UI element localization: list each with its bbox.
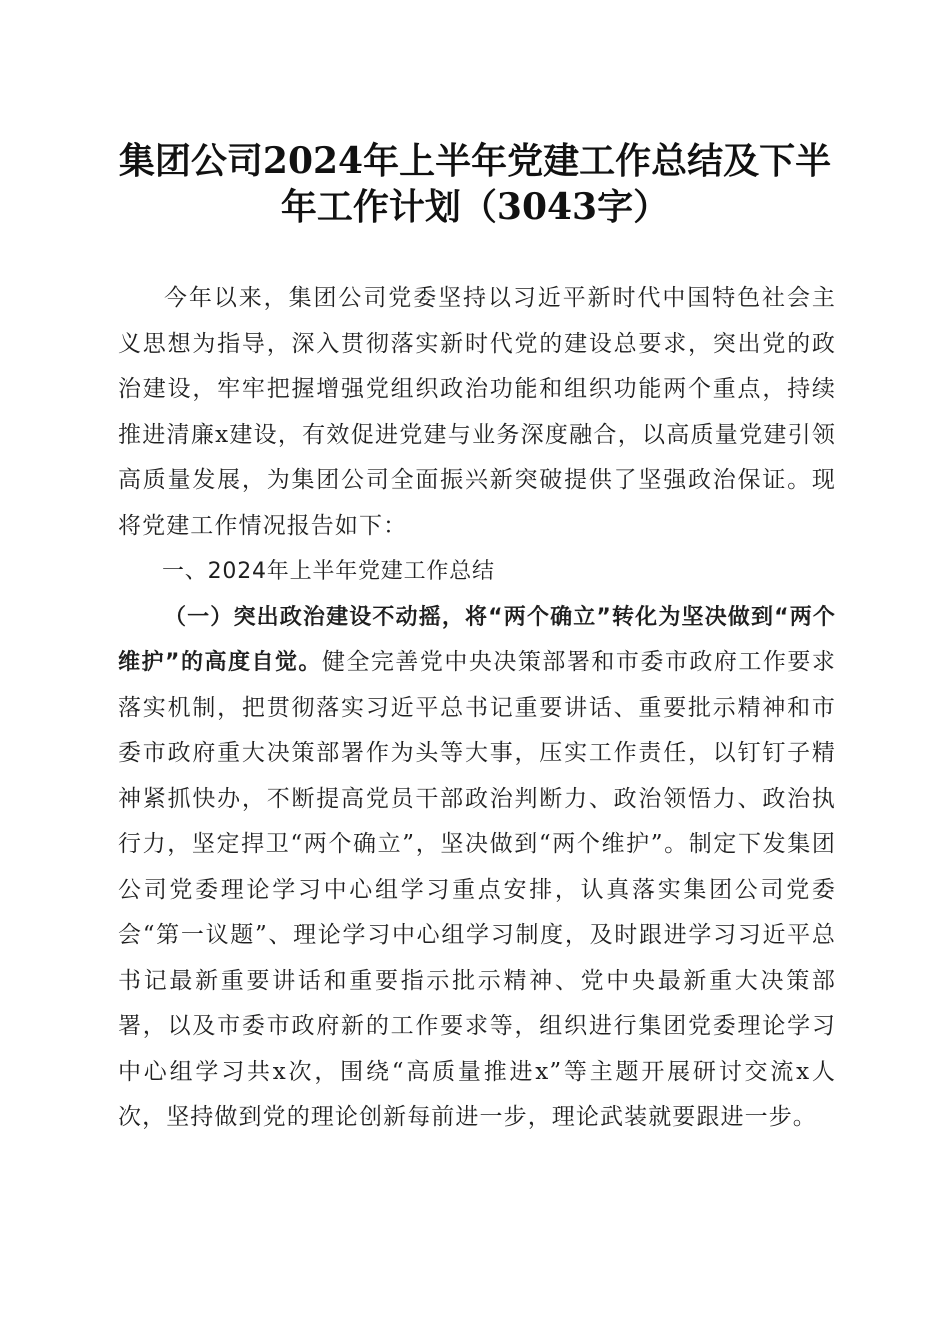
section-heading-1: 一、2024年上半年党建工作总结 [162, 559, 495, 584]
document-title [110, 138, 840, 230]
title-line-2: 年工作计划（3043字） [280, 186, 670, 228]
title-line-1: 集团公司2024年上半年党建工作总结及下半 [118, 140, 832, 182]
subsection-heading-1: （一）突出政治建设不动摇，将“两个确立”转化为坚决做到“两个维护”的高度自觉。 [118, 604, 836, 675]
subsection-body-1: 健全完善党中央决策部署和市委市政府工作要求落实机制，把贯彻落实习近平总书记重要讲话、重要批示精神和市委市政府重大决策部署作为头等大事，压实工作责任，以钉钉子精神紧抓快办，不断提高党员干部政治判断力、政治领悟力、政治执行力，坚定捍卫“两个确立”，坚决做到“两个维护”。制定下发集团公司党委理论学习中心组学习重点安排，认真落实集团公司党委会“第一议题”、理论学习中心组学习制度，及时跟进学习习近平总书记最新重要讲话和重要指示批示精神、党中央最新重大决策部署，以及市委市政府新的工作要求等，组织进行集团党委理论学习中心组学习共x次，围绕“高质量推进x”等主题开展研讨交流x人次，坚持做到党的理论创新每前进一步，理论武装就要跟进一步。 [118, 649, 836, 1130]
subsection-paragraph-1 [118, 595, 836, 1141]
document-body [118, 276, 836, 1141]
intro-paragraph: 今年以来，集团公司党委坚持以习近平新时代中国特色社会主义思想为指导，深入贯彻落实新时代党的建设总要求，突出党的政治建设，牢牢把握增强党组织政治功能和组织功能两个重点，持续推进清廉x建设，有效促进党建与业务深度融合，以高质量党建引领高质量发展，为集团公司全面振兴新突破提供了坚强政治保证。现将党建工作情况报告如下： [118, 285, 836, 539]
